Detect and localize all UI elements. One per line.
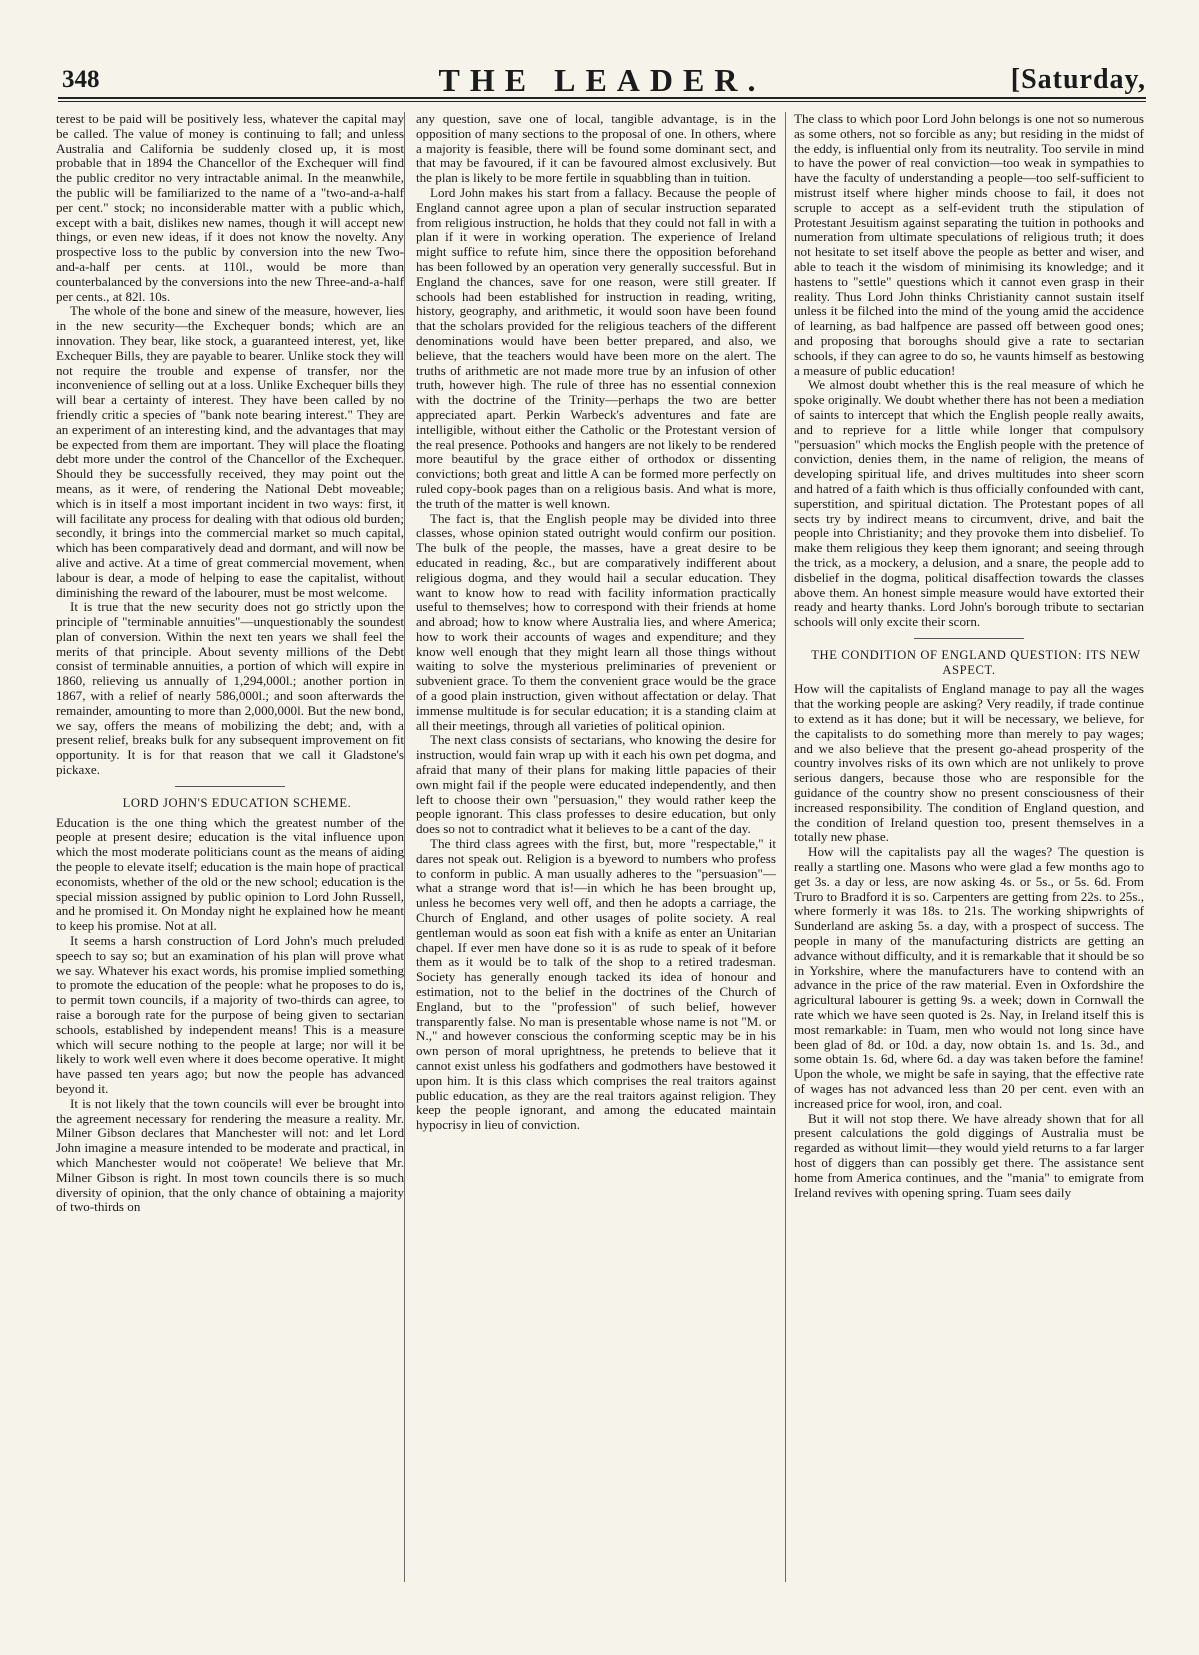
column-divider bbox=[404, 112, 405, 1582]
section-divider bbox=[175, 786, 285, 787]
paragraph: It seems a harsh construction of Lord John's much preluded speech to say so; but an examination of his plan will prove what we say. Whatever his exact words, his promise implied something to promote the education of the people: what he proposes to do is, to permit town councils, if a majority of two-thirds can agree, to raise a borough rate for the purpose of being given to sectarian schools, established by independent means! This is a measure which will secure nothing to the people at large; nor will it be likely to work well even where it does become operative. It might have passed ten years ago; but now the people has advanced beyond it. bbox=[56, 933, 404, 1096]
masthead-rule bbox=[58, 97, 1146, 102]
paragraph: We almost doubt whether this is the real measure of which he spoke originally. We doubt whether there has not been a mediation of saints to intercept that which the English people really awaits, and to reprieve for a little while longer that compulsory "persuasion" which mocks the English people with the pretence of conviction, denies them, in the name of religion, the means of developing spiritual life, and drives multitudes into sheer scorn and hatred of a faith which is thus officially confounded with cant, superstition, and spiritual dictation. The Protestant popes of all sects try by indirect means to circumvent, drive, and bait the people into Christianity; and they provoke them into disbelief. To make them religious they keep them ignorant; and seeing through the trick, as a mockery, a delusion, and a snare, the people add to disbelief in the dogma, political disaffection towards the classes above them. An honest simple measure would have extorted their ready and hearty thanks. Lord John's borough tribute to sectarian schools will only excite their scorn. bbox=[794, 377, 1144, 630]
column-divider bbox=[785, 112, 786, 1582]
article-heading: LORD JOHN'S EDUCATION SCHEME. bbox=[122, 795, 352, 810]
column-left bbox=[56, 112, 404, 1215]
paragraph: any question, save one of local, tangible advantage, is in the opposition of many sections to the proposal of one. In others, where a majority is feasible, there will be found some dominant sect, and that may be favoured, if it can be favoured almost exclusively. But the plan is likely to be more fertile in squabbling than in tuition. bbox=[416, 111, 776, 186]
section-divider bbox=[914, 638, 1024, 639]
paragraph: Lord John makes his start from a fallacy. Because the people of England cannot agree upon a plan of secular instruction separated from religious instruction, he holds that they could not fall in with a plan if it were in working operation. The experience of Ireland might suffice to refute him, since there the opposition beforehand has been followed by an operation very generally successful. But in England the chances, save for one reason, were still greater. If schools had been established for instruction in reading, writing, history, geography, and arithmetic, it would soon have been found that the scholars provided for the religious teachers of the different denominations would have been better prepared, and also, we believe, that the teachers would have been more on the alert. The truths of arithmetic are not made more true by an infusion of other truth, however high. The rule of three has no essential connexion with the doctrine of the Trinity—perhaps the two are better appreciated apart. Perkin Warbeck's adventures and fate are intelligible, without either the Catholic or the Protestant version of the real presence. Pothooks and hangers are not likely to be rendered more beautiful by the grace either of orthodox or dissenting convictions; both great and little A can be formed more perfectly on ruled copy-book pages than on a religious basis. And what is more, the truth of the matter is well known. bbox=[416, 184, 776, 511]
column-middle bbox=[416, 112, 776, 1133]
column-right bbox=[794, 112, 1144, 1200]
newspaper-title: THE LEADER. bbox=[438, 62, 766, 98]
paragraph: terest to be paid will be positively less, whatever the capital may be called. The value of money is continuing to fall; and unless Australia and California be suddenly closed up, it is most probable that in 1894 the Chancellor of the Exchequer will find the public creditor no very intractable animal. In the meanwhile, the public will be familiarized to the name of a "two-and-a-half per cent." stock; no inconsiderable matter with a public which, except with a bait, dislikes new names, though it will accept new things, or even new ideas, if it does not know the novelty. Any prospective loss to the public by conversion into the new Two-and-a-half per cents. at 110l., would be more than counterbalanced by the conversions into the new Three-and-a-half per cents., at 82l. 10s. bbox=[56, 111, 404, 304]
paragraph: How will the capitalists of England manage to pay all the wages that the working people are asking? Very readily, if trade continue to extend as it has done; but it will be necessary, we believe, for the capitalists to do something more than merely to pay wages; and we also believe that the present go-ahead prosperity of the country involves risks of its own which are not unlikely to prove serious dangers, because those who are responsible for the guidance of the country show no present consciousness of their increased responsibility. The condition of England question, and the condition of Ireland question too, present themselves in a totally new phase. bbox=[794, 681, 1144, 845]
paragraph: It is true that the new security does not go strictly upon the principle of "terminable annuities"—unquestionably the soundest plan of conversion. Within the next ten years we shall feel the merits of that principle. About seventy millions of the Debt consist of terminable annuities, a portion of which will expire in 1860, relieving us annually of 1,294,000l.; another portion in 1867, with a relief of nearly 586,000l.; and soon afterwards the remainder, amounting to more than 2,000,000l. But the new bond, we say, offers the means of mobilizing the debt; and, with a present relief, breaks bulk for any subsequent improvement on fit opportunity. It is for that reason that we call it Gladstone's pickaxe. bbox=[56, 599, 404, 778]
paragraph: Education is the one thing which the greatest number of the people at present desire; education is the vital influence upon which the most moderate politicians count as the means of aiding the people to elevate itself; education is the main hope of practical economists, whether of the old or the new school; education is the special mission assigned by public opinion to Lord John Russell, and he promised it. On Monday night he explained how he meant to keep his promise. Not at all. bbox=[56, 814, 404, 934]
paragraph: The fact is, that the English people may be divided into three classes, whose opinion stated outright would confirm our position. The bulk of the people, the masses, have a great desire to be educated in reading, &c., but are comparatively indifferent about religious dogma, and they would hail a secular education. They want to know how to read with facility information practically useful to themselves; how to correspond with their friends at home and abroad; how to know where Australia lies, and where America; how to work their accounts of wages and expenditure; and they know well enough that they might learn all those things without waiting to solve the mysterious preliminaries of prevenient or subvenient grace. To them the convenient grace would be the grace of a good plain instruction, given without affectation or delay. That immense multitude is for secular education; it is a standing claim at all their meetings, through all varieties of political opinion. bbox=[416, 510, 776, 733]
page-number: 348 bbox=[62, 66, 100, 93]
paragraph: How will the capitalists pay all the wages? The question is really a startling one. Masons who were glad a few months ago to get 3s. a day or less, are now asking 4s. or 5s., or 5s. 6d. From Truro to Bradford it is so. Carpenters are getting from 22s. to 25s., where formerly it was 18s. to 21s. The working shipwrights of Sunderland are asking 5s. a day, with a prospect of success. The people in many of the manufacturing districts are getting an advance without difficulty, and it is remarkable that it should be so in Yorkshire, where the manufacturers have to contend with an advance in the price of the raw material. Even in Oxfordshire the agricultural labourer is getting 9s. a week; down in Cornwall the rate which we have seen quoted is 2s. Nay, in Ireland itself this is most remarkable: in Tuam, men who would not long since have been glad of 8d. or 10d. a day, now obtain 1s. and 1s. 3d., and some obtain 1s. 6d, where 6d. a day was taken before the famine! Upon the whole, we might be safe in saying, that the effective rate of wages has not advanced less than 20 per cent. even with an increased price for wool, iron, and coal. bbox=[794, 844, 1144, 1111]
paragraph: The third class agrees with the first, but, more "respectable," it dares not speak out. Religion is a byeword to numbers who profess to conform in public. A man usually adheres to the "persuasion"—what a strange word that is!—in which he has been brought up, unless he becomes very well off, and then he adopts a carriage, the Church of England, and other usages of polite society. A real gentleman would as soon eat fish with a knife as enter an Unitarian chapel. If ever men have done so it is as rude to speak of it before them as it would be to talk of the shop to a retired tradesman. Society has generally enough tacked its idea of honour and estimation, not to the belief in the doctrines of the Church of England, but to the "profession" of such belief, however transparently false. No man is presentable whose name is not "M. or N.," and however conscious the conforming sceptic may be in his own person of moral uprightness, he pretends to believe that it cannot exist unless his godfathers and godmothers have bestowed it upon him. It is this class which comprises the real traitors against public education, as they are the real traitors against religion. They keep the people ignorant, and among the educated maintain hypocrisy in lieu of conviction. bbox=[416, 836, 776, 1133]
paragraph: The whole of the bone and sinew of the measure, however, lies in the new security—the Exchequer bonds; which are an innovation. They bear, like stock, a guaranteed interest, yet, like Exchequer Bills, they are payable to bearer. Unlike stock they will not require the trouble and expense of transfer, nor the inconvenience of selling out at a loss. Unlike Exchequer bills they will bear a certainty of interest. They have been called by no friendly critic a species of "bank note bearing interest." They are an experiment of an interesting kind, and the advantages that may be expected from them are important. They will place the floating debt more under the control of the Chancellor of the Exchequer. Should they be successfully received, they may point out the means, as it were, of rendering the National Debt moveable; which is in itself a most important incident in two ways: first, it will facilitate any process for dealing with that odious old burden; secondly, it brings into the commercial market so much capital, which has been comparatively dead and dormant, and will now be alive and active. At a time of great commercial movement, when labour is dear, a mode of helping to ease the capitalist, without diminishing the reward of the labourer, must be most welcome. bbox=[56, 303, 404, 600]
article-heading: THE CONDITION OF ENGLAND QUESTION: ITS NEW ASPECT. bbox=[811, 647, 1141, 677]
issue-day: [Saturday, bbox=[1010, 64, 1146, 95]
paragraph: The next class consists of sectarians, who knowing the desire for instruction, would fain wrap up with it each his own pet dogma, and afraid that many of their plans for making little papacies of their own might fail if the people were educated independently, and then left to choose their own "persuasion," they would rather keep the people ignorant. This class professes to desire education, but only does so not to contradict what it believes to be a cant of the day. bbox=[416, 732, 776, 837]
paragraph: But it will not stop there. We have already shown that for all present calculations the gold diggings of Australia must be regarded as without limit—they would yield returns to a far larger host of diggers than can possibly get there. The assistance sent home from America continues, and the "mania" to emigrate from Ireland revives with opening spring. Tuam sees daily bbox=[794, 1110, 1144, 1200]
masthead bbox=[56, 62, 1148, 98]
paragraph: The class to which poor Lord John belongs is one not so numerous as some others, not so forcible as any; but residing in the midst of the eddy, is influential only from its neutrality. Too servile in mind to have the power of real conviction—too weak in sympathies to have the faculty of understanding a people—too self-sufficient to mistrust itself where higher minds choose to fail, it does not scruple to accept as a self-evident truth the stipulation of Protestant Jesuitism against separating the tuition in pothooks and numeration from ultimate speculations of religious truth; it does not hesitate to set itself above the people as better and wiser, and able to teach it the wisdom of minimising its knowledge; and it hastens to "settle" questions which it cannot even grasp in their reality. Thus Lord John thinks Christianity cannot sustain itself unless it be filched into the mind of the young amid the accidence of learning, as bad halfpence are passed off between good ones; and proposing that boroughs should give a rate to sectarian schools, if they can agree to do so, he vaunts himself as bestowing a measure of public education! bbox=[794, 111, 1144, 378]
paragraph: It is not likely that the town councils will ever be brought into the agreement necessary for rendering the measure a reality. Mr. Milner Gibson declares that Manchester will not: and let Lord John imagine a measure intended to be moderate and practical, in which Manchester would not coöperate! We believe that Mr. Milner Gibson is right. In most town councils there is so much diversity of opinion, that the only chance of obtaining a majority of two-thirds on bbox=[56, 1095, 404, 1215]
